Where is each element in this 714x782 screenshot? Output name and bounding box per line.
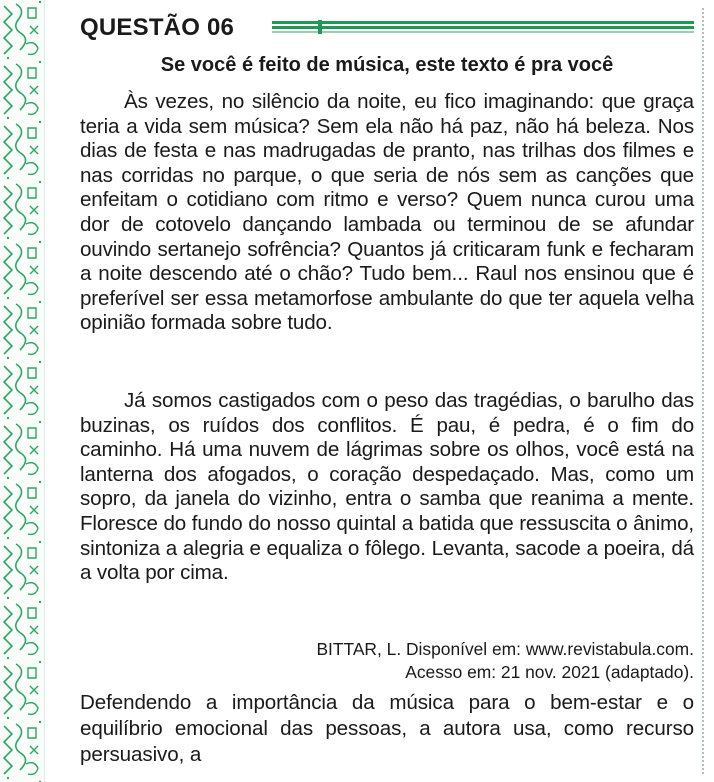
source-line-1: BITTAR, L. Disponível em: www.revistabula.com. [316, 639, 694, 659]
header-rule [272, 21, 694, 35]
source-citation [240, 638, 694, 684]
right-margin-rule [702, 8, 704, 774]
paragraph-text: Às vezes, no silêncio da noite, eu fico imaginando: que graça teria a vida sem música? Sem ela não há paz, não há beleza. Nos dias de festa e nas madrugadas de pranto, nas trilhas dos filmes e nas corridas no parque, o que seria de nós sem as canções que enfeitam o cotidiano com ritmo e verso? Quem nunca curou uma dor de cotovelo dançando lambada ou terminou de se afundar ouvindo sertanejo sofrência? Quantos já criticaram funk e fecharam a noite descendo até o chão? Tudo bem... Raul nos ensinou que é preferível ser essa metamorfose ambulante do que ter aquela velha opinião formada sobre tudo. [80, 90, 694, 335]
border-pattern-icon [0, 0, 44, 782]
question-number: QUESTÃO 06 [80, 14, 235, 41]
source-line-2: Acesso em: 21 nov. 2021 (adaptado). [405, 662, 694, 682]
article-paragraph-1 [80, 90, 694, 336]
article-title: Se você é feito de música, este texto é pra você [160, 54, 614, 76]
article-paragraph-2 [80, 389, 694, 586]
question-header [80, 10, 694, 46]
decorative-border [0, 0, 45, 782]
paragraph-text: Já somos castigados com o peso das tragédias, o barulho das buzinas, os ruídos dos conflitos. É pau, é pedra, é o fim do caminho. Há uma nuvem de lágrimas sobre os olhos, você está na lanterna dos afogados, o coração despedaçado. Mas, como um sopro, da janela do vizinho, entra o samba que reanima a mente. Floresce do fundo do nosso quintal a batida que ressuscita o ânimo, sintoniza a alegria e equaliza o fôlego. Levanta, sacode a poeira, dá a volta por cima. [80, 389, 694, 585]
question-prompt: Defendendo a importância da música para o bem-estar e o equilíbrio emocional das pessoas, a autora usa, como recurso persuasivo, a [80, 691, 694, 766]
